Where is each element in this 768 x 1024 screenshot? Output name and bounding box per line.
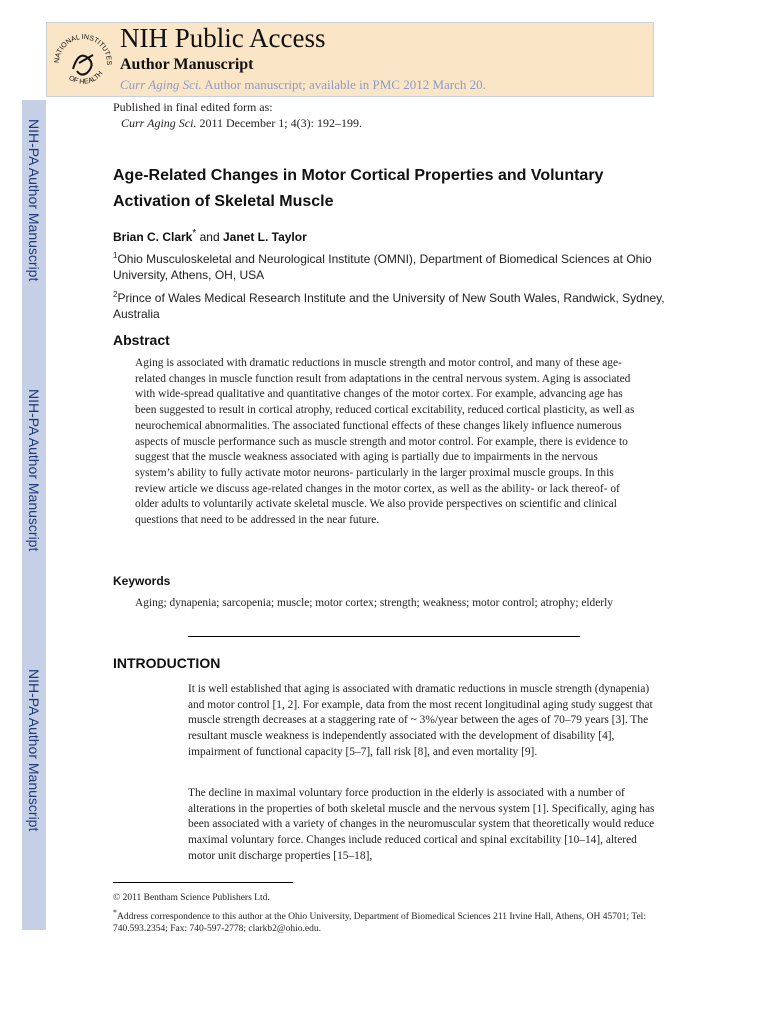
logo-emblem: [73, 55, 93, 75]
author-and: and: [196, 230, 223, 244]
affiliation-1-number: 1: [113, 251, 118, 260]
intro-paragraph-2: The decline in maximal voluntary force production in the elderly is associated with a number of alterations in the properties of both skeletal muscle and the nervous system [1]. Specifically, aging has been associated with a variety of changes in the neuromuscular system that theoretically would reduce maximal voluntary force. Changes include reduced cortical and spinal excitability [10–14], altered motor unit discharge properties [15–18],: [188, 787, 655, 862]
affiliation-1: [113, 248, 673, 283]
nih-public-access-title: NIH Public Access: [120, 23, 326, 53]
copyright-footnote: © 2011 Bentham Science Publishers Ltd.: [113, 893, 270, 903]
affiliation-2: [113, 287, 673, 322]
correspondence-text: Address correspondence to this author at the Ohio University, Department of Biomedical Sciences 211 Irvine Hall, Athens, OH 45701; Tel: 740.593.2354; Fax: 740-597-2778; clarkb2@ohio.edu.: [113, 912, 646, 935]
citation-journal: Curr Aging Sci.: [120, 77, 202, 92]
side-label-1: NIH-PA Author Manuscript: [26, 118, 42, 282]
abstract-text: Aging is associated with dramatic reductions in muscle strength and motor control, and many of these age-related changes in muscle function result from adaptations in the central nervous system. Aging is associated with wide-spread qualitative and quantitative changes of the motor cortex. For example, advancing age has been suggested to result in cortical atrophy, reduced cortical excitability, reduced cortical plasticity, as well as neurochemical abnormalities. The associated functional effects of these changes likely influence numerous aspects of muscle performance such as muscle strength and motor control. For example, there is evidence to suggest that the muscle weakness associated with aging is partially due to impairments in the nervous system’s ability to fully activate motor neurons- particularly in the larger proximal muscle groups. In this review article we discuss age-related changes in the motor cortex, as well as the ability- or lack thereof- of older adults to voluntarily activate skeletal muscle. We also provide perspectives on scientific and clinical questions that need to be addressed in the near future.: [135, 357, 635, 527]
side-label-3: NIH-PA Author Manuscript: [26, 668, 42, 832]
intro-paragraph-1: It is well established that aging is associated with dramatic reductions in muscle strength (dynapenia) and motor control [1, 2]. For example, data from the most recent longitudinal aging study suggest that muscle strength decreases at a staggering rate of ~ 3%/year between the ages of 70–79 years [3]. The resultant muscle weakness is independently associated with the development of disability [4], impairment of functional capacity [5–7], fall risk [8], and even mortality [9].: [188, 683, 653, 758]
affiliation-1-text: Ohio Musculoskeletal and Neurological Institute (OMNI), Department of Biomedical Sciences at Ohio University, Athens, OH, USA: [113, 252, 652, 282]
author-manuscript-label: Author Manuscript: [120, 56, 254, 73]
article-title: Age-Related Changes in Motor Cortical Properties and Voluntary Activation of Skeletal Muscle: [113, 167, 604, 210]
published-details: 2011 December 1; 4(3): 192–199.: [196, 116, 362, 130]
nih-logo: [49, 25, 117, 95]
side-label-2: NIH-PA Author Manuscript: [26, 388, 42, 552]
author-1: Brian C. Clark: [113, 230, 193, 244]
citation-rest: Author manuscript; available in PMC 2012 March 20.: [201, 77, 486, 92]
published-info: [113, 99, 362, 131]
section-divider: [188, 636, 580, 637]
author-2: Janet L. Taylor: [222, 230, 307, 244]
logo-text-top: NATIONAL INSTITUTES: [53, 33, 113, 66]
published-journal: Curr Aging Sci.: [121, 116, 197, 130]
nih-header: [46, 22, 654, 97]
correspondence-footnote: [113, 907, 653, 935]
abstract-heading: Abstract: [113, 332, 170, 348]
published-reference: [121, 115, 362, 131]
affiliation-2-text: Prince of Wales Medical Research Institute and the University of New South Wales, Randwick, Sydney, Australia: [113, 291, 665, 321]
author-line: [113, 228, 307, 244]
footnote-divider: [113, 882, 293, 883]
author-1-mark: *: [192, 228, 197, 239]
side-margin-bar: [22, 100, 46, 930]
affiliation-2-number: 2: [113, 290, 118, 299]
keywords-text: Aging; dynapenia; sarcopenia; muscle; motor cortex; strength; weakness; motor control; atrophy; elderly: [135, 597, 613, 609]
published-label: Published in final edited form as:: [113, 100, 273, 114]
keywords-heading: Keywords: [113, 574, 171, 588]
svg-text:OF HEALTH: [67, 70, 104, 86]
footnote-mark: *: [113, 908, 117, 917]
logo-text-bottom: OF HEALTH: [67, 70, 105, 86]
citation-line: [120, 77, 486, 93]
introduction-heading: INTRODUCTION: [113, 655, 221, 671]
